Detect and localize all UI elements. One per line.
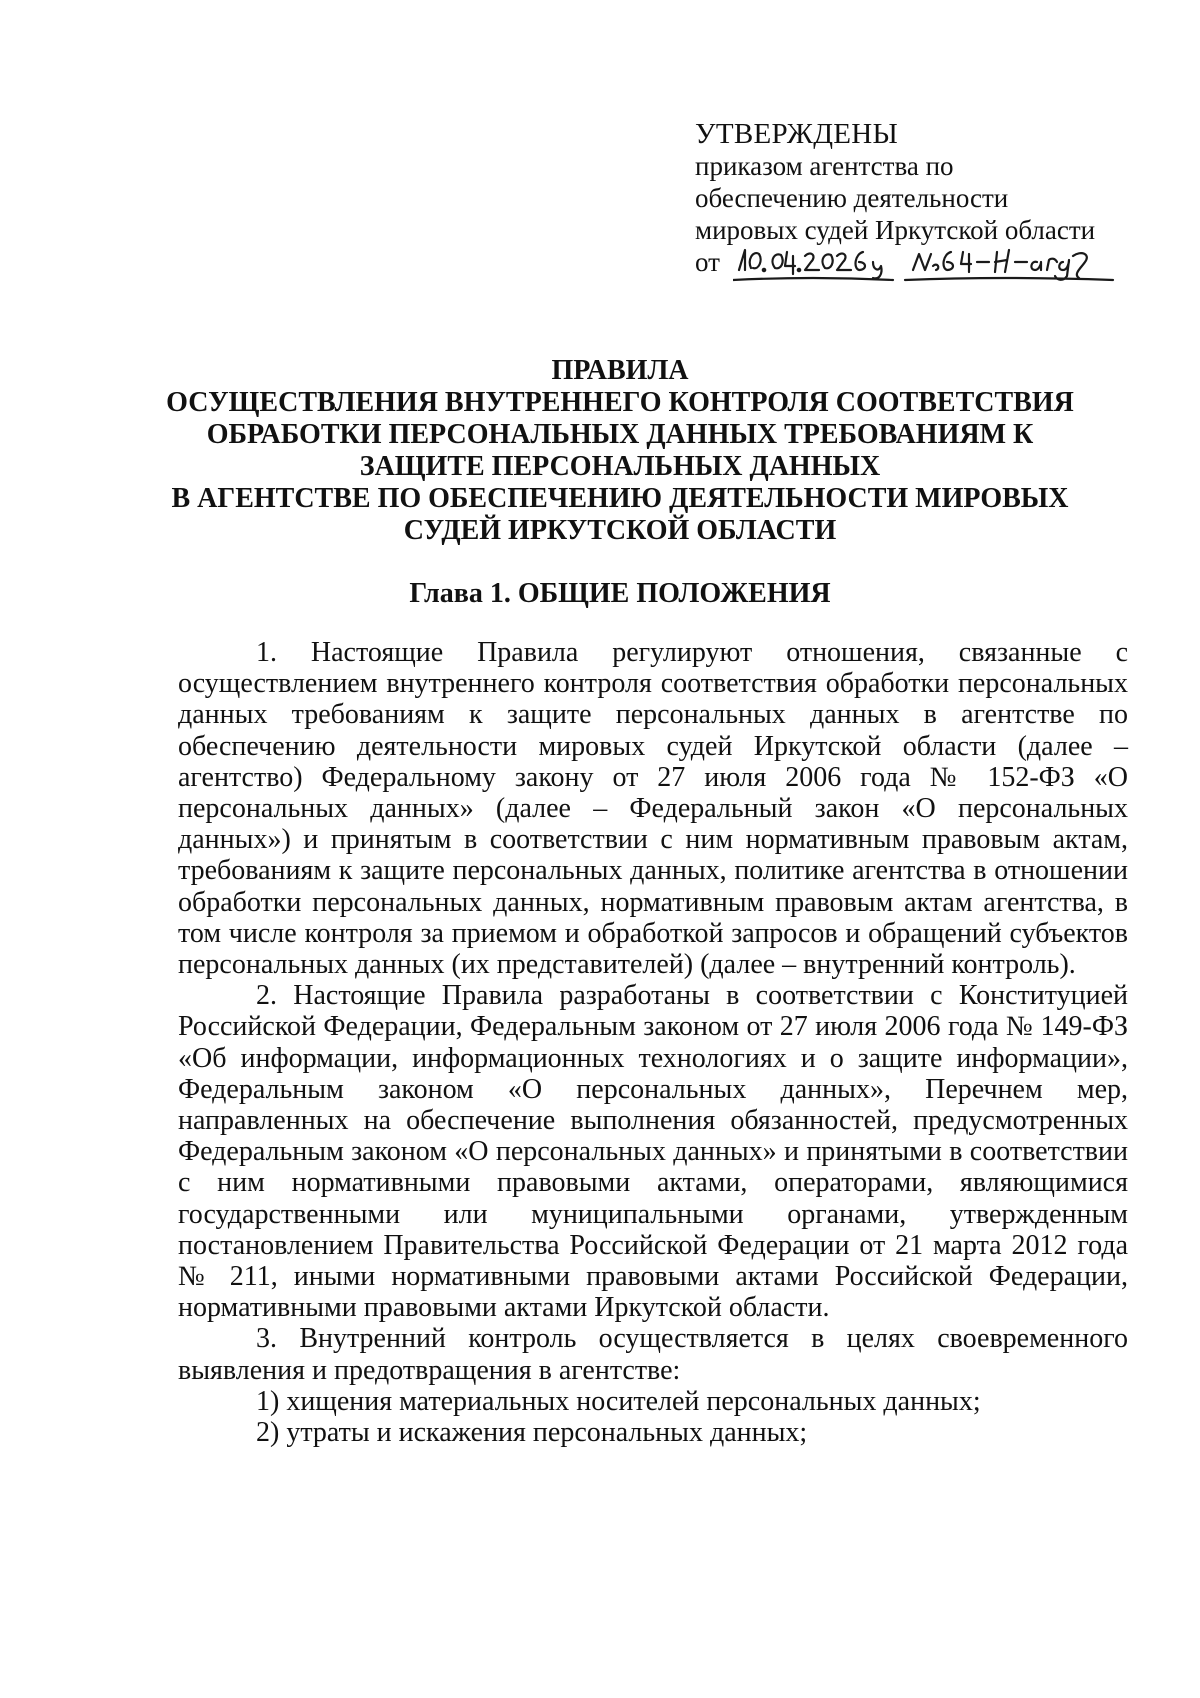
- paragraph-2: 2. Настоящие Правила разработаны в соответствии с Конституцией Российской Федерации, Федеральным законом от 27 июля 2006 года № 149-ФЗ «Об информации, информационных технологиях и о защите информации», Федеральным законом «О персональных данных», Перечнем мер, направленных на обеспечение выполнения обязанностей, предусмотренных Федеральным законом «О персональных данных» и принятыми в соответствии с ним нормативными правовыми актами, операторами, являющимися государственными или муниципальными органами, утвержденным постановлением Правительства Российской Федерации от 21 марта 2012 года № 211, иными нормативными правовыми актами Российской Федерации, нормативными правовыми актами Иркутской области.: [178, 980, 1128, 1324]
- approval-date-prefix: от: [695, 247, 720, 277]
- approval-date-row: [695, 246, 1155, 280]
- handwritten-date-signature: [733, 240, 1123, 286]
- title-line-1: ПРАВИЛА: [551, 355, 689, 386]
- paragraph-1: 1. Настоящие Правила регулируют отношения, связанные с осуществлением внутреннего контроля соответствия обработки персональных данных требованиям к защите персональных данных в агентстве по обеспечению деятельности мировых судей Иркутской области (далее – агентство) Федеральному закону от 27 июля 2006 года № 152-ФЗ «О персональных данных» (далее – Федеральный закон «О персональных данных») и принятым в соответствии с ним нормативным правовым актам, требованиям к защите персональных данных, политике агентства в отношении обработки персональных данных, нормативным правовым актам агентства, в том числе контроля за приемом и обработкой запросов и обращений субъектов персональных данных (их представителей) (далее – внутренний контроль).: [178, 637, 1128, 981]
- approval-line-2: обеспечению деятельности: [695, 183, 1009, 213]
- title-line-5: В АГЕНТСТВЕ ПО ОБЕСПЕЧЕНИЮ ДЕЯТЕЛЬНОСТИ МИРОВЫХ: [171, 483, 1069, 514]
- approval-heading: УТВЕРЖДЕНЫ: [695, 118, 899, 150]
- list-item-2: 2) утраты и искажения персональных данных;: [256, 1417, 808, 1449]
- document-title: [160, 355, 1080, 547]
- list-item-1: 1) хищения материальных носителей персональных данных;: [256, 1385, 981, 1417]
- title-line-4: ЗАЩИТЕ ПЕРСОНАЛЬНЫХ ДАННЫХ: [359, 451, 881, 482]
- chapter-heading: Глава 1. ОБЩИЕ ПОЛОЖЕНИЯ: [409, 578, 831, 609]
- document-body: [178, 637, 1128, 1448]
- paragraph-3: 3. Внутренний контроль осуществляется в целях своевременного выявления и предотвращения в агентстве:: [178, 1323, 1128, 1386]
- title-line-3: ОБРАБОТКИ ПЕРСОНАЛЬНЫХ ДАННЫХ ТРЕБОВАНИЯМ К: [206, 419, 1034, 450]
- title-line-2: ОСУЩЕСТВЛЕНИЯ ВНУТРЕННЕГО КОНТРОЛЯ СООТВЕТСТВИЯ: [166, 387, 1074, 418]
- title-line-6: СУДЕЙ ИРКУТСКОЙ ОБЛАСТИ: [403, 515, 837, 546]
- approval-line-1: приказом агентства по: [695, 151, 954, 181]
- approval-line-3: мировых судей Иркутской области: [695, 215, 1096, 245]
- approval-block: [695, 118, 1155, 280]
